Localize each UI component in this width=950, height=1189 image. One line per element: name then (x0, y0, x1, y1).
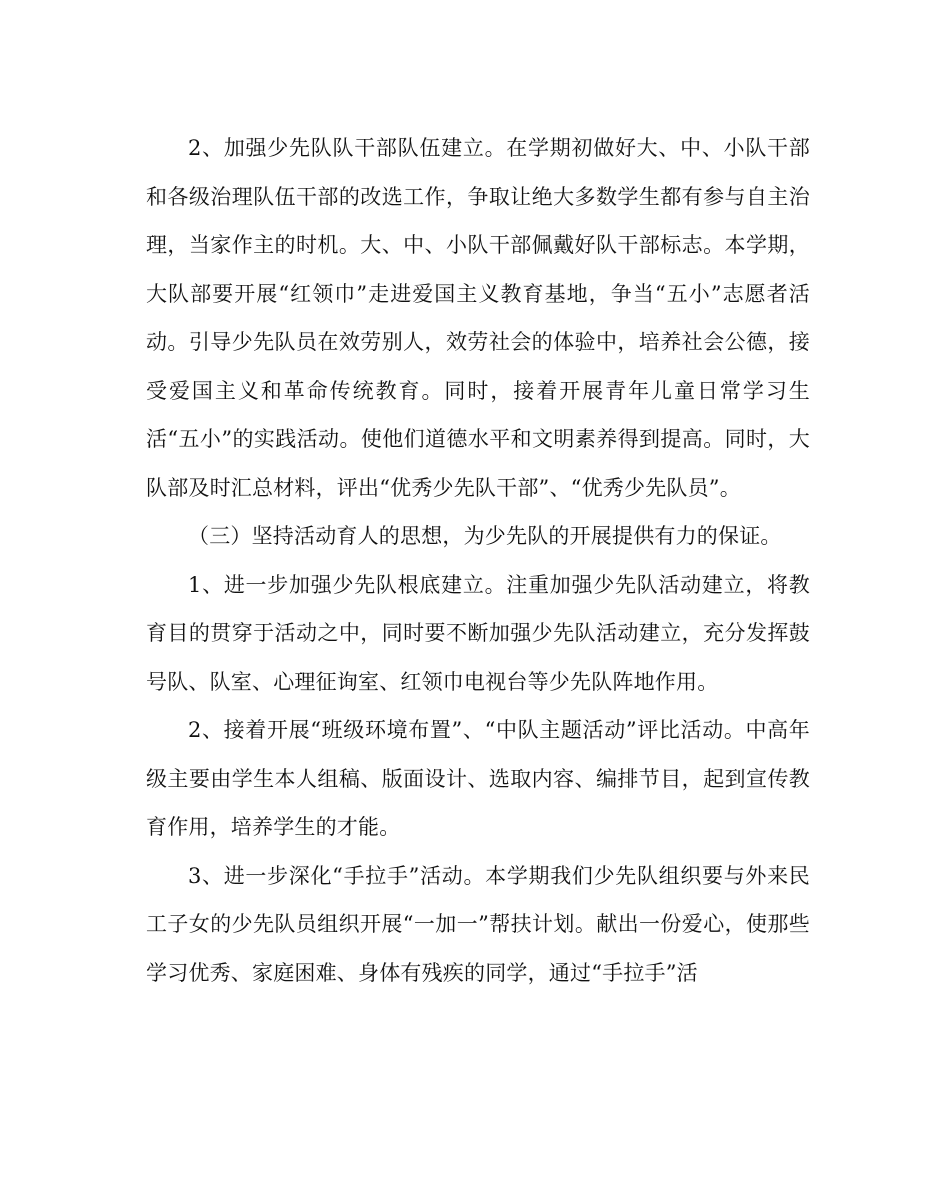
paragraph-class-environment-contest: 2、接着开展“班级环境布置”、“中队主题活动”评比活动。中高年级主要由学生本人组稿、版面设计、选取内容、编排节目，起到宣传教育作用，培养学生的才能。 (146, 718, 810, 839)
paragraph-hand-in-hand-activity: 3、进一步深化“手拉手”活动。本学期我们少先队组织要与外来民工子女的少先队员组织开展“一加一”帮扶计划。献出一份爱心，使那些学习优秀、家庭困难、身体有残疾的同学，通过“手拉手”活 (146, 863, 810, 985)
section-heading-activity-education: （三）坚持活动育人的思想，为少先队的开展提供有力的保证。 (188, 524, 782, 548)
document-body (146, 124, 810, 997)
paragraph-foundation-building: 1、进一步加强少先队根底建立。注重加强少先队活动建立，将教育目的贯穿于活动之中，同时要不断加强少先队活动建立，充分发挥鼓号队、队室、心理征询室、红领巾电视台等少先队阵地作用。 (146, 572, 810, 694)
paragraph-cadre-team-building: 2、加强少先队队干部队伍建立。在学期初做好大、中、小队干部和各级治理队伍干部的改选工作，争取让绝大多数学生都有参与自主治理，当家作主的时机。大、中、小队干部佩戴好队干部标志。本学期，大队部要开展“红领巾”走进爱国主义教育基地，争当“五小”志愿者活动。引导少先队员在效劳别人，效劳社会的体验中，培养社会公德，接受爱国主义和革命传统教育。同时，接着开展青年儿童日常学习生活“五小”的实践活动。使他们道德水平和文明素养得到提高。同时，大队部及时汇总材料，评出“优秀少先队干部”、“优秀少先队员”。 (146, 136, 810, 500)
